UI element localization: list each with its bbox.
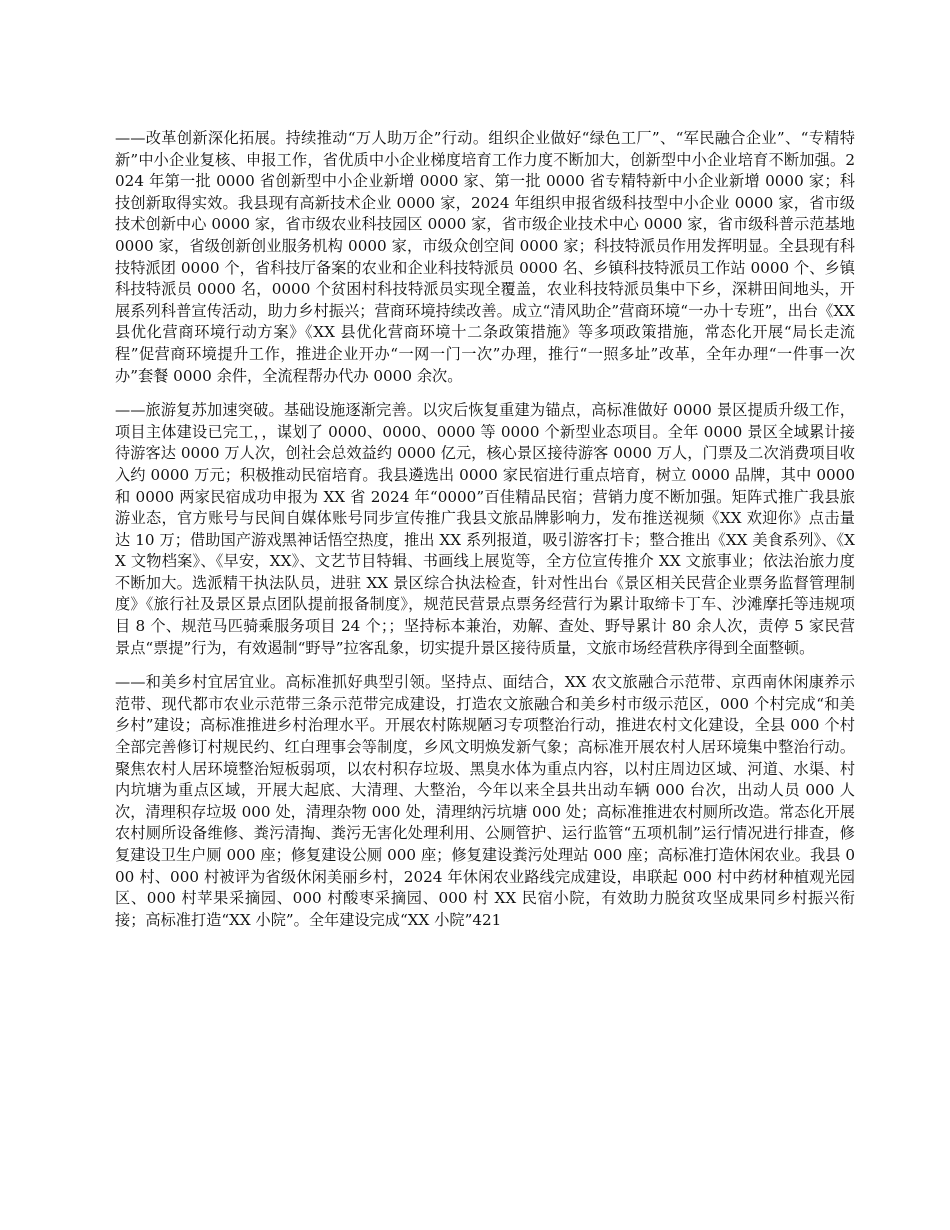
paragraph-tourism-recovery: ——旅游复苏加速突破。基础设施逐渐完善。以灾后恢复重建为锚点，高标准做好 0000 景区提质升级工作，项目主体建设已完工，，谋划了 0000、0000、0000 等 0000 个新型业态项目。全年 0000 景区全域累计接待游客达 0000 万人次，创社会总效益约 0000 亿元，核心景区接待游客 0000 万人，门票及二次消费项目收入约 0000 万元；积极推动民宿培育。我县遴选出 0000 家民宿进行重点培育，树立 0000 品牌，其中 0000 和 0000 两家民宿成功申报为 XX 省 2024 年“0000”百佳精品民宿；营销力度不断加强。矩阵式推广我县旅游业态，官方账号与民间自媒体账号同步宣传推广我县文旅品牌影响力，发布推送视频《XX 欢迎你》点击量达 10 万；借助国产游戏黑神话悟空热度，推出 XX 系列报道，吸引游客打卡；整合推出《XX 美食系列》、《XX 文物档案》、《早安，XX》、文艺节目特辑、书画线上展览等，全方位宣传推介 XX 文旅事业；依法治旅力度不断加大。选派精干执法队员，进驻 XX 景区综合执法检查，针对性出台《景区相关民营企业票务监督管理制度》《旅行社及景区景点团队提前报备制度》，规范民营景点票务经营行为累计取缔卡丁车、沙滩摩托等违规项目 8 个、规范马匹骑乘服务项目 24 个；；坚持标本兼治，劝解、查处、野导累计 80 余人次，责停 5 家民营景点“票提”行为，有效遏制“野导”拉客乱象，切实提升景区接待质量，文旅市场经营秩序得到全面整顿。	[115, 401, 855, 657]
paragraph-reform-innovation: ——改革创新深化拓展。持续推动“万人助万企”行动。组织企业做好“绿色工厂”、“军民融合企业”、“专精特新”中小企业复核、申报工作，省优质中小企业梯度培育工作力度不断加大，创新型中小企业培育不断加强。2024 年第一批 0000 省创新型中小企业新增 0000 家、第一批 0000 省专精特新中小企业新增 0000 家；科技创新取得实效。我县现有高新技术企业 0000 家，2024 年组织申报省级科技型中小企业 0000 家，省市级技术创新中心 0000 家，省市级农业科技园区 0000 家，省市级企业技术中心 0000 家，省市级科普示范基地 0000 家，省级创新创业服务机构 0000 家，市级众创空间 0000 家；科技特派员作用发挥明显。全县现有科技特派团 0000 个，省科技厅备案的农业和企业科技特派员 0000 名、乡镇科技特派员工作站 0000 个、乡镇科技特派员 0000 名，0000 个贫困村科技特派员实现全覆盖，农业科技特派员集中下乡，深耕田间地头，开展系列科普宣传活动，助力乡村振兴；营商环境持续改善。成立“清风助企”营商环境“一办十专班”，出台《XX 县优化营商环境行动方案》《XX 县优化营商环境十二条政策措施》等多项政策措施，常态化开展“局长走流程”促营商环境提升工作，推进企业开办“一网一门一次”办理，推行“一照多址”改革，全年办理“一件事一次办”套餐 0000 余件，全流程帮办代办 0000 余次。	[115, 129, 855, 385]
document-body	[115, 128, 855, 944]
paragraph-beautiful-villages: ——和美乡村宜居宜业。高标准抓好典型引领。坚持点、面结合，XX 农文旅融合示范带、京西南休闲康养示范带、现代都市农业示范带三条示范带完成建设，打造农文旅融合和美乡村市级示范区，000 个村完成“和美乡村”建设；高标准推进乡村治理水平。开展农村陈规陋习专项整治行动，推进农村文化建设，全县 000 个村全部完善修订村规民约、红白理事会等制度，乡风文明焕发新气象；高标准开展农村人居环境集中整治行动。聚焦农村人居环境整治短板弱项，以农村积存垃圾、黑臭水体为重点内容，以村庄周边区域、河道、水渠、村内坑塘为重点区域，开展大起底、大清理、大整治，今年以来全县共出动车辆 000 台次，出动人员 000 人次，清理积存垃圾 000 处，清理杂物 000 处，清理纳污坑塘 000 处；高标准推进农村厕所改造。常态化开展农村厕所设备维修、粪污清掏、粪污无害化处理利用、公厕管护、运行监管“五项机制”运行情况进行排查，修复建设卫生户厕 000 座；修复建设公厕 000 座；修复建设粪污处理站 000 座；高标准打造休闲农业。我县 000 村、000 村被评为省级休闲美丽乡村，2024 年休闲农业路线完成建设，串联起 000 村中药材种植观光园区、000 村苹果采摘园、000 村酸枣采摘园、000 村 XX 民宿小院，有效助力脱贫攻坚成果同乡村振兴衔接；高标准打造“XX 小院”。全年建设完成“XX 小院”421	[115, 673, 855, 929]
